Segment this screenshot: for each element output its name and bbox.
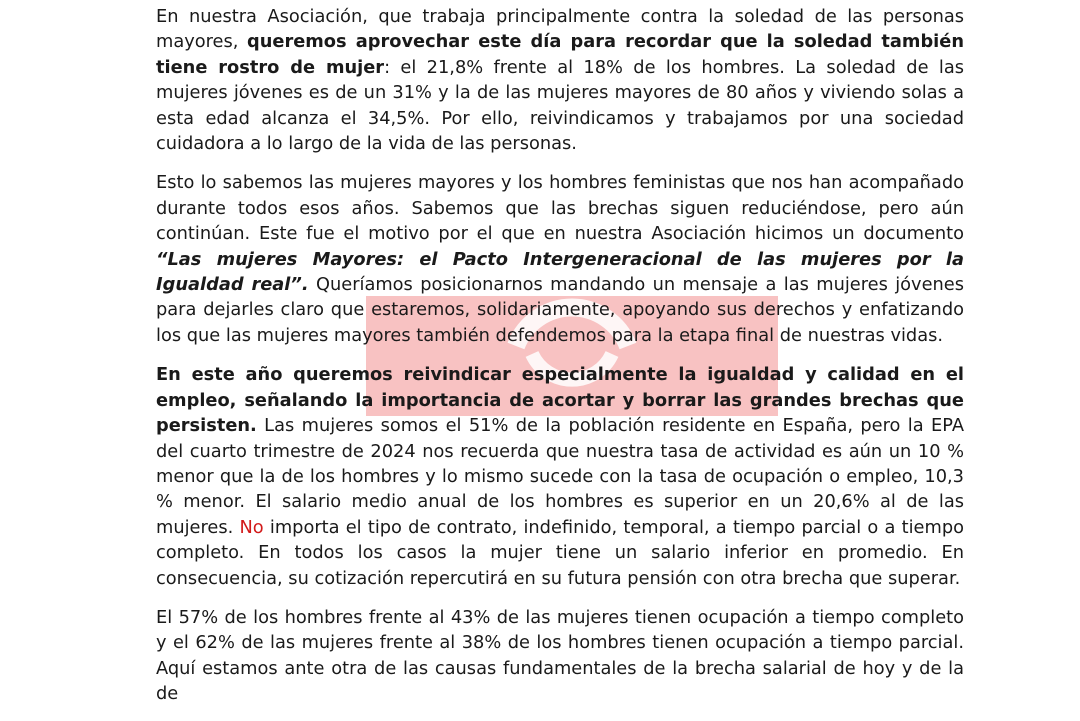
paragraph-2 <box>156 170 964 348</box>
paragraph-3-text-b: Las mujeres somos el 51% de la población residente en España, pero la EPA del cuarto trimestre de 2024 nos recuerda que nuestra tasa de actividad es aún un 10 % menor que la de los hombres y lo mismo sucede con la tasa de ocupación o empleo, 10,3 % menor. El salario medio anual de los hombres es superior en un 20,6% al de las mujeres. <box>156 415 964 538</box>
paragraph-4-text-a: El 57% de los hombres frente al 43% de las mujeres tienen ocupación a tiempo completo y el 62% de las mujeres frente al 38% de los hombres tienen ocupación a tiempo parcial. Aquí estamos ante otra de las causas fundamentales de la brecha salarial de hoy y de la de <box>156 606 964 705</box>
paragraph-2-text-a: Esto lo sabemos las mujeres mayores y los hombres feministas que nos han acompañado durante todos esos años. Sabemos que las brechas siguen reduciéndose, pero aún continúan. Este fue el motivo por el que en nuestra Asociación hicimos un documento <box>156 172 964 245</box>
paragraph-3 <box>156 362 964 591</box>
document-body <box>156 4 964 721</box>
paragraph-1-text-c: : el 21,8% frente al 18% de los hombres. La soledad de las mujeres jóvenes es de un 31% y la de las mujeres mayores de 80 años y viviendo solas a esta edad alcanza el 34,5%. Por ello, reivindicamos y trabajamos por una sociedad cuidadora a lo largo de la vida de las personas. <box>156 56 964 155</box>
paragraph-3-red-word: No <box>239 516 264 538</box>
paragraph-3-text-d: importa el tipo de contrato, indefinido, temporal, a tiempo parcial o a tiempo completo. En todos los casos la mujer tiene un salario inferior en promedio. En consecuencia, su cotización repercutirá en su futura pensión con otra brecha que superar. <box>156 516 964 589</box>
paragraph-1-text-a: En nuestra Asociación, que trabaja principalmente contra la soledad de las personas mayores, <box>156 6 964 53</box>
paragraph-2-text-c: Queríamos posicionarnos mandando un mensaje a las mujeres jóvenes para dejarles claro que estaremos, solidariamente, apoyando sus derechos y enfatizando los que las mujeres mayores también defendemos para la etapa final de nuestras vidas. <box>156 274 964 346</box>
paragraph-3-bold-text: En este año queremos reivindicar especialmente la igualdad y calidad en el empleo, señalando la importancia de acortar y borrar las grandes brechas que persisten. <box>156 364 964 437</box>
document-title-quote: “Las mujeres Mayores: el Pacto Intergeneracional de las mujeres por la Igualdad real”. <box>156 248 964 296</box>
paragraph-1-bold-text: queremos aprovechar este día para recordar que la soledad también tiene rostro de mujer <box>156 31 964 78</box>
paragraph-4 <box>156 605 964 707</box>
paragraph-1 <box>156 4 964 156</box>
